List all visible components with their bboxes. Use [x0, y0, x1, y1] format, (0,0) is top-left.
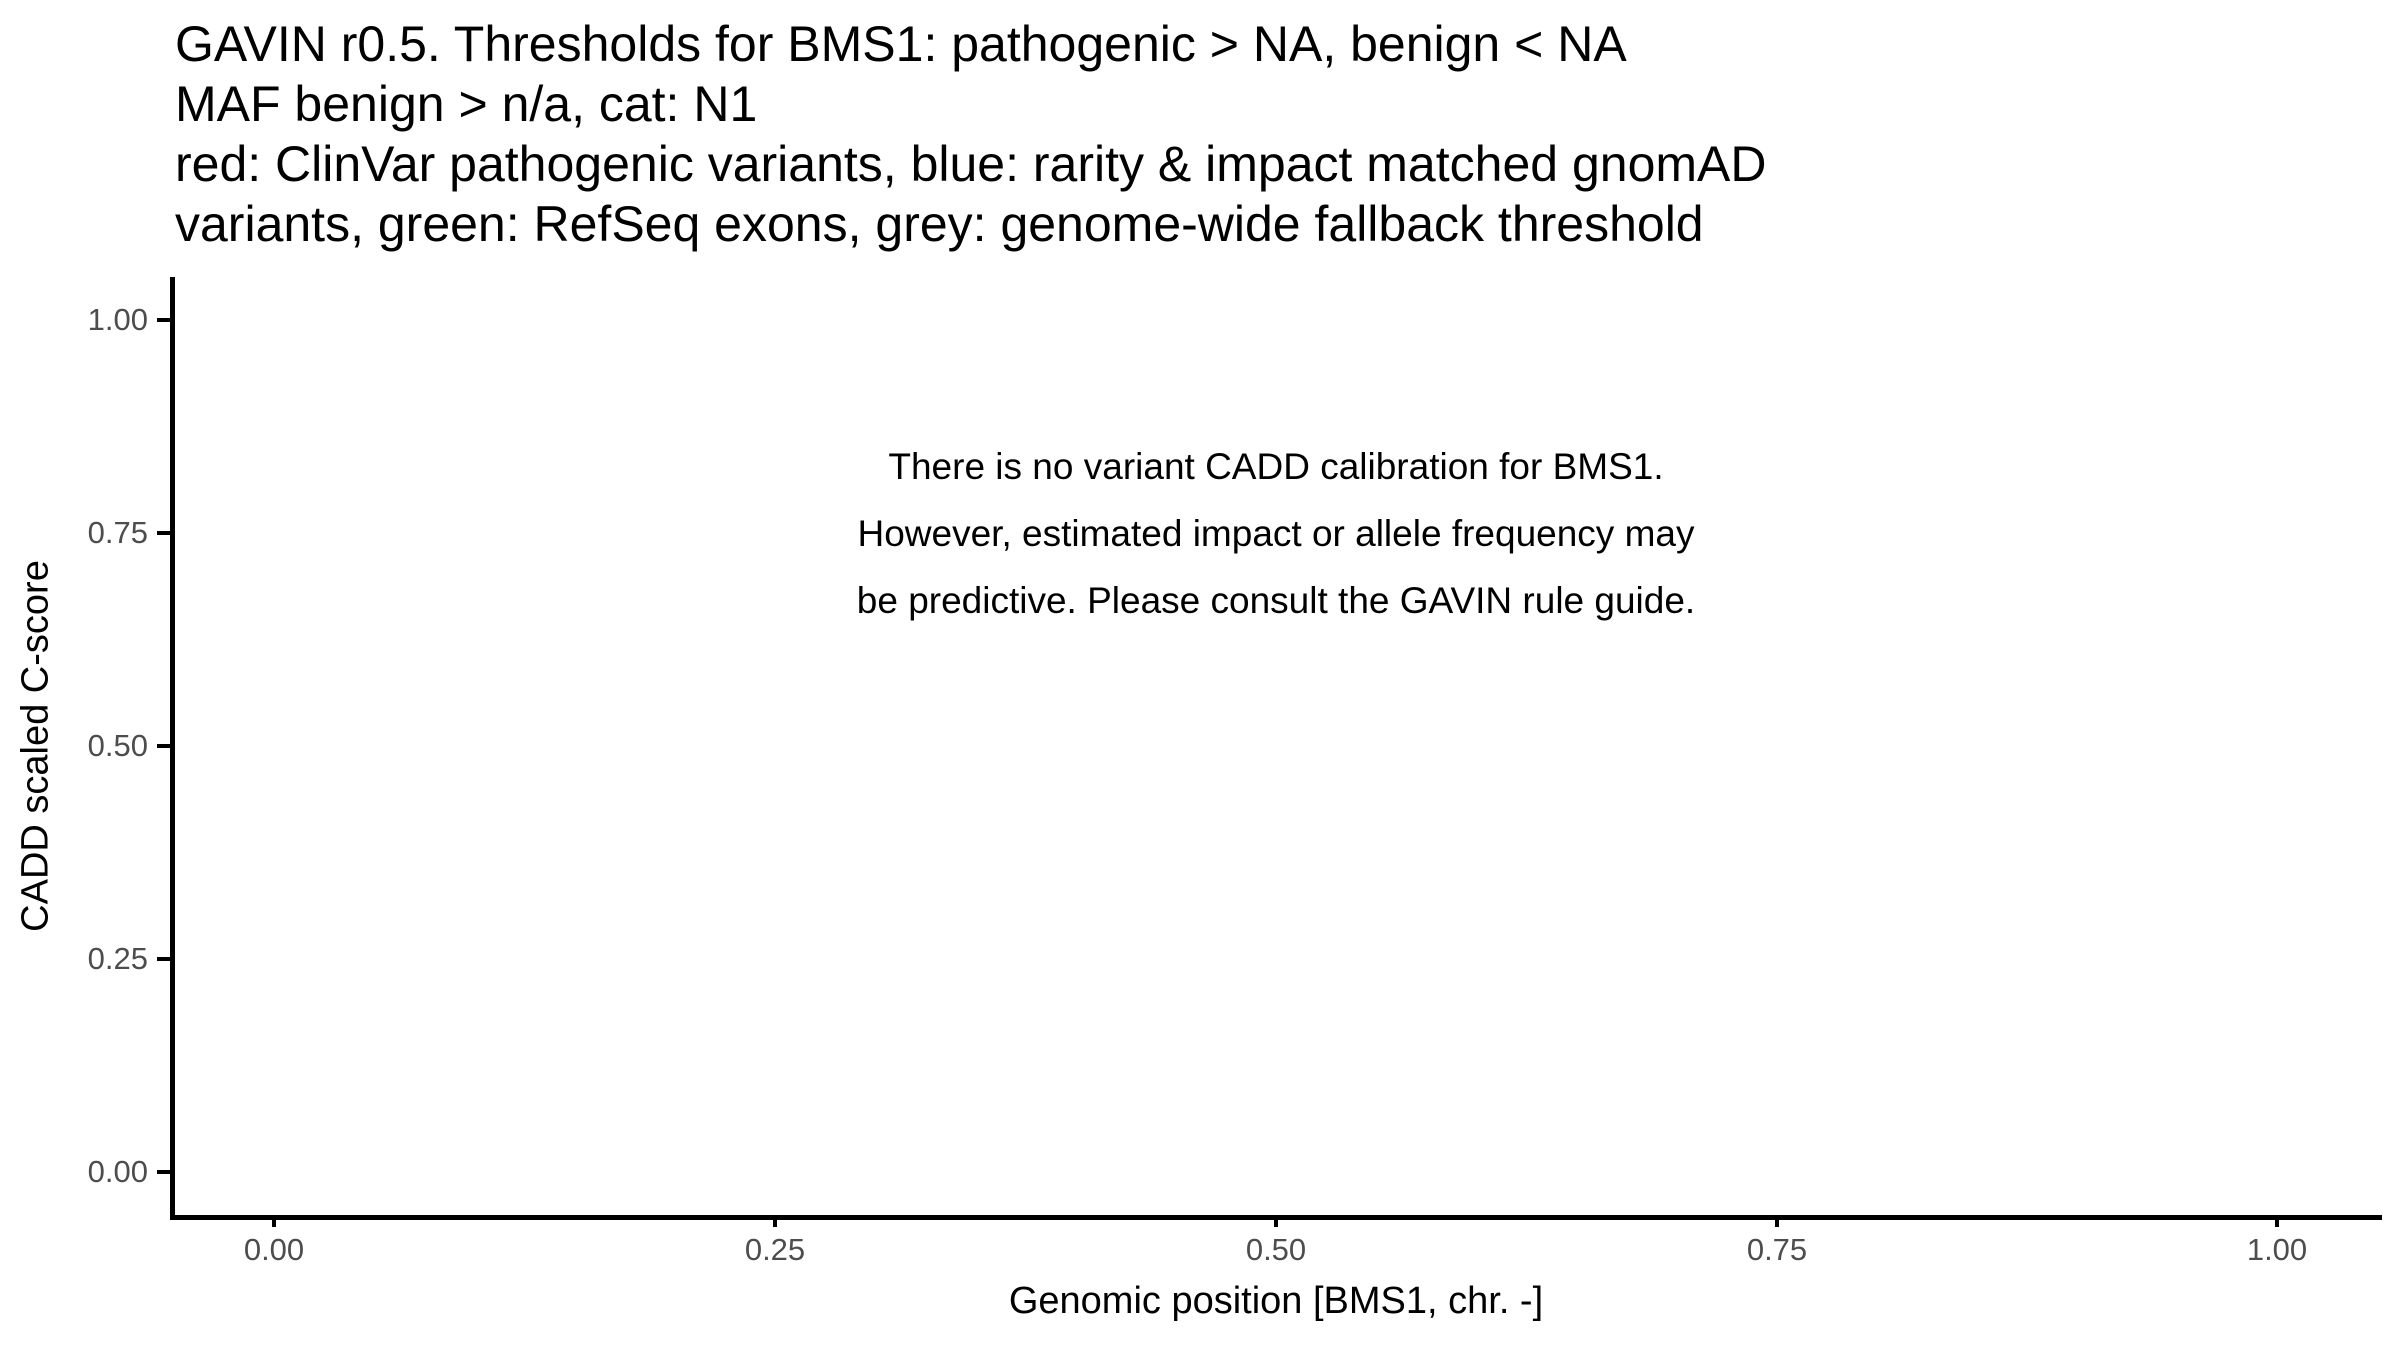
x-tick-label-0.00: 0.00 — [243, 1232, 305, 1267]
x-tick-mark-1.00 — [2275, 1215, 2279, 1227]
x-tick-label-0.25: 0.25 — [744, 1232, 806, 1267]
plot-title-line-3: red: ClinVar pathogenic variants, blue: rarity & impact matched gnomAD — [175, 136, 1767, 192]
y-tick-label-0.50: 0.50 — [87, 728, 148, 763]
plot-title-line-4: variants, green: RefSeq exons, grey: genome-wide fallback threshold — [175, 196, 1704, 252]
plot-panel — [170, 277, 2382, 1220]
y-tick-mark-0.25 — [157, 957, 170, 961]
y-axis-title: CADD scaled C-score — [14, 560, 57, 932]
x-tick-mark-0.75 — [1775, 1215, 1779, 1227]
y-tick-label-0.00: 0.00 — [87, 1154, 148, 1189]
plot-title — [175, 14, 1766, 254]
x-tick-label-1.00: 1.00 — [2246, 1232, 2308, 1267]
y-tick-mark-1.00 — [157, 318, 170, 322]
x-axis-title: Genomic position [BMS1, chr. -] — [1008, 1280, 1544, 1322]
plot-title-line-2: MAF benign > n/a, cat: N1 — [175, 76, 758, 132]
y-tick-mark-0.75 — [157, 531, 170, 535]
no-calibration-annotation — [170, 433, 2382, 634]
y-tick-label-1.00: 1.00 — [87, 302, 148, 337]
x-tick-mark-0.25 — [773, 1215, 777, 1227]
y-tick-mark-0.50 — [157, 744, 170, 748]
x-tick-label-0.50: 0.50 — [1245, 1232, 1307, 1267]
y-tick-mark-0.00 — [157, 1170, 170, 1174]
plot-title-line-1: GAVIN r0.5. Thresholds for BMS1: pathogenic > NA, benign < NA — [175, 16, 1627, 72]
x-tick-mark-0.50 — [1274, 1215, 1278, 1227]
annotation-line-2: However, estimated impact or allele frequency may — [857, 513, 1695, 554]
annotation-line-3: be predictive. Please consult the GAVIN rule guide. — [856, 580, 1696, 621]
y-tick-label-0.25: 0.25 — [87, 941, 148, 976]
y-tick-label-0.75: 0.75 — [87, 515, 148, 550]
annotation-line-1: There is no variant CADD calibration for BMS1. — [888, 446, 1664, 487]
x-tick-mark-0.00 — [272, 1215, 276, 1227]
x-tick-label-0.75: 0.75 — [1746, 1232, 1808, 1267]
